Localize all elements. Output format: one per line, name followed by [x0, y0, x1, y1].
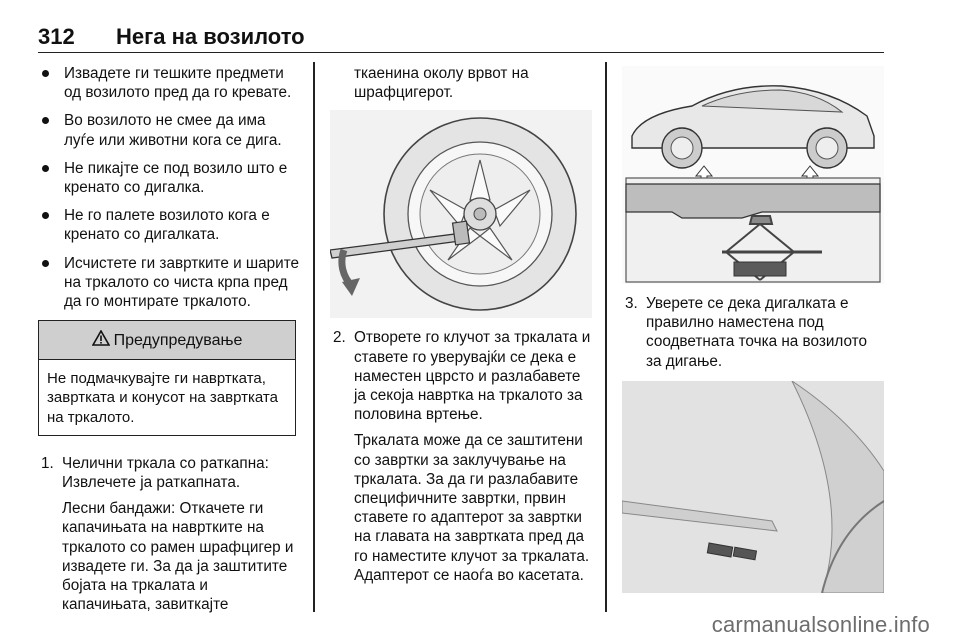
- continuation-text: ткаенина околу врвот на шрафцигерот.: [354, 65, 529, 102]
- step-text: Лесни бандажи: Откачете ги капачињата на навртките на тркалото со рамен шрафцигер и извадете ги. За да ја заштитите бојата на тркалата и капачињата, завиткајте: [62, 500, 294, 614]
- list-item: Не пикајте се под возило што е кренато со дигалка.: [38, 159, 300, 197]
- warning-text: Не подмачкувајте ги навртката, завртката и конусот на завртката на тркалото.: [47, 370, 278, 426]
- precautions-list: [38, 64, 300, 311]
- step-2: [330, 328, 592, 585]
- warning-triangle-icon: [92, 330, 110, 351]
- page-title: Нега на возилото: [116, 24, 305, 49]
- page-header: [38, 22, 884, 53]
- column-3: [622, 64, 884, 593]
- step-1: [38, 454, 300, 615]
- jack-placement-illustration: [622, 381, 884, 593]
- column-divider-1: [313, 62, 315, 612]
- list-item: Не го палете возилото кога е кренато со дигалката.: [38, 206, 300, 244]
- list-item: Исчистете ги завртките и шарите на тркалото со чиста крпа пред да го монтирате тркалото.: [38, 254, 300, 312]
- warning-box: [38, 320, 296, 436]
- page-number: 312: [38, 24, 75, 49]
- watermark: carmanualsonline.info: [711, 612, 930, 637]
- step-3: [622, 294, 884, 371]
- list-item: Во возилото не смее да има луѓе или животни кога се дига.: [38, 111, 300, 149]
- step-number: 1.: [41, 454, 54, 472]
- step-text: Отворете го клучот за тркалата и ставете го уверувајќи се дека е наместен цврсто и разлабавете ја секоја навртка на тркалото за половина вртење.: [354, 329, 591, 424]
- step-number: 3.: [625, 295, 638, 312]
- step-number: 2.: [333, 329, 346, 347]
- warning-title: Предупредување: [113, 331, 243, 349]
- column-1: [38, 64, 300, 614]
- wheel-wrench-illustration: [330, 110, 592, 318]
- step-text: Тркалата може да се заштитени со завртки за заклучување на тркалата. За да ги разлабавите специфичните завртки, првин ставете го адаптерот за завртки на главата на завртката пред да го наместите клучот за тркалата. Адаптерот се наоѓа во касетата.: [354, 432, 590, 584]
- step-text: Уверете се дека дигалката е правилно наместена под соодветната точка на возилото за дигање.: [646, 295, 868, 370]
- car-jacking-points-illustration: [622, 66, 884, 284]
- column-divider-2: [605, 62, 607, 612]
- column-2: [330, 64, 592, 585]
- step-text: Челични тркала со раткапна: Извлечете ја раткапната.: [62, 454, 269, 492]
- list-item: Извадете ги тешките предмети од возилото пред да го кревате.: [38, 64, 300, 102]
- warning-header: [39, 321, 295, 360]
